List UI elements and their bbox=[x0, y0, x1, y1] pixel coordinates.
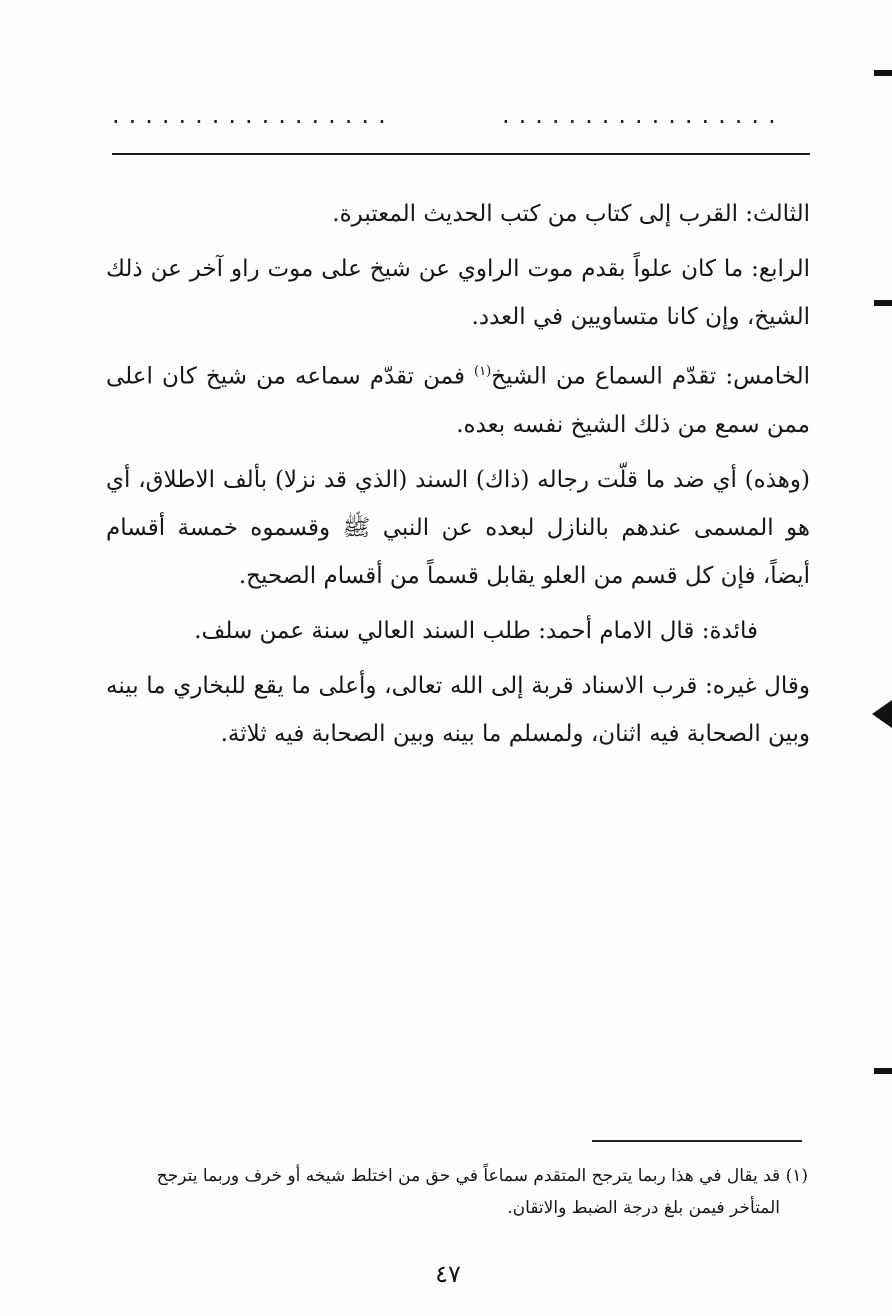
paragraph-fifth-start: الخامس: تقدّم السماع من الشيخ bbox=[491, 363, 810, 390]
paragraph-third: الثالث: القرب إلى كتاب من كتب الحديث المعتبرة. bbox=[332, 201, 810, 227]
margin-mark-icon bbox=[874, 1068, 892, 1074]
footnote-continuation: المتأخر فيمن بلغ درجة الضبط والاتقان. bbox=[507, 1198, 780, 1218]
header-dots-right: ················· bbox=[502, 108, 785, 136]
footnote bbox=[104, 1160, 808, 1224]
margin-mark-icon bbox=[874, 300, 892, 306]
paragraph-other: وقال غيره: قرب الاسناد قربة إلى الله تعالى، وأعلى ما يقع للبخاري ما بينه وبين الصحابة فيه اثنان، ولمسلم ما بينه وبين الصحابة فيه ثلاثة. bbox=[106, 672, 810, 747]
footnote-rule bbox=[592, 1140, 802, 1142]
page-number: ٤٧ bbox=[435, 1260, 461, 1288]
paragraph-fourth: الرابع: ما كان علواً بقدم موت الراوي عن شيخ على موت راو آخر عن ذلك الشيخ، وإن كانا متساويين في العدد. bbox=[106, 256, 810, 330]
header-dots-left: ················· bbox=[112, 108, 395, 136]
paragraph-faida: فائدة: قال الامام أحمد: طلب السند العالي سنة عمن سلف. bbox=[194, 617, 758, 644]
footnote-ref[interactable]: (١) bbox=[474, 364, 492, 379]
paragraph-fifth-end: فمن تقدّم سماعه من شيخ كان اعلى ممن سمع من ذلك الشيخ نفسه بعده. bbox=[106, 363, 810, 438]
footnote-line: (١) قد يقال في هذا ربما يترجح المتقدم سماعاً في حق من اختلط شيخه أو خرف وربما يترجح bbox=[156, 1166, 808, 1186]
paragraph-fifth bbox=[106, 348, 810, 449]
header-rule bbox=[112, 153, 810, 155]
body-text bbox=[106, 190, 810, 765]
margin-mark-icon bbox=[874, 70, 892, 76]
margin-arrow-icon bbox=[872, 700, 892, 728]
paragraph-nazil: (وهذه) أي ضد ما قلّت رجاله (ذاك) السند (الذي قد نزلا) بألف الاطلاق، أي هو المسمى عندهم بالنازل لبعده عن النبي ﷺ وقسموه خمسة أقسام أيضاً، فإن كل قسم من العلو يقابل قسماً من أقسام الصحيح. bbox=[106, 466, 810, 589]
